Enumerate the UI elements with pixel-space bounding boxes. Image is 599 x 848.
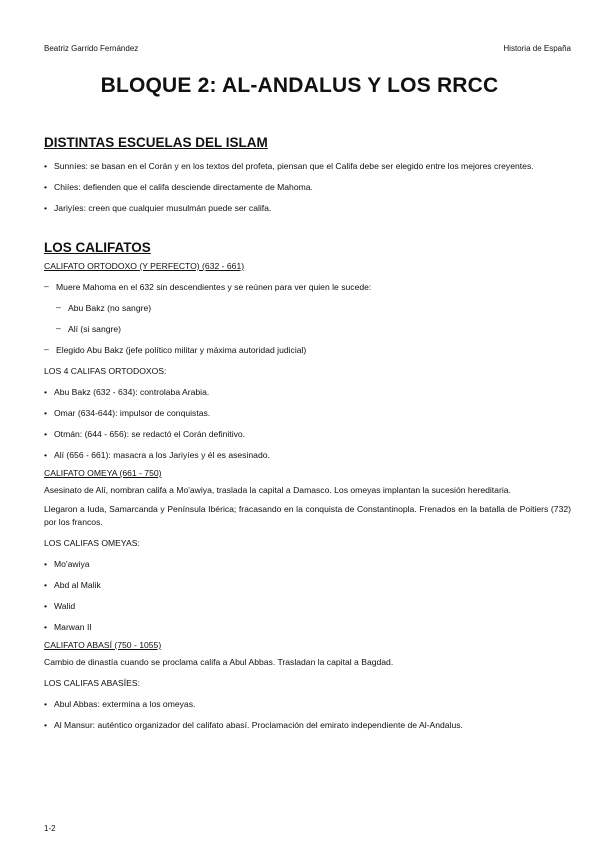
list-item: • Al Mansur: auténtico organizador del califato abasí. Proclamación del emirato independiente de Al-Andalus. [44, 719, 571, 732]
dash-item: ‒ Elegido Abu Bakz (jefe político militar y máxima autoridad judicial) [44, 344, 571, 357]
list-item: • Jariyíes: creen que cualquier musulmán puede ser califa. [44, 202, 571, 215]
paragraph: Cambio de dinastía cuando se proclama califa a Abul Abbas. Trasladan la capital a Bagdad. [44, 657, 394, 667]
dash-subitem: ‒ Alí (si sangre) [44, 323, 571, 336]
list-item: • Alí (656 - 661): masacra a los Jariyíes y él es asesinado. [44, 449, 571, 462]
header-author: Beatriz Garrido Fernández [44, 44, 139, 53]
header-subject: Historia de España [503, 44, 571, 53]
dash-item: ‒ Muere Mahoma en el 632 sin descendientes y se reúnen para ver quien le sucede: [44, 281, 571, 294]
list-item: • Marwan II [44, 621, 571, 634]
subheading-omeya: CALIFATO OMEYA (661 - 750) [44, 468, 162, 478]
heading-califatos: LOS CALIFATOS [44, 240, 151, 255]
list-item: • Omar (634-644): impulsor de conquistas. [44, 407, 571, 420]
list-item: • Walid [44, 600, 571, 613]
heading-escuelas: DISTINTAS ESCUELAS DEL ISLAM [44, 135, 268, 150]
paragraph: Llegaron a Iuda, Samarcanda y Península Ibérica; fracasando en la conquista de Constantinopla. Frenados en la batalla de Poitiers (732) por los francos. [44, 504, 571, 527]
paragraph: Asesinato de Alí, nombran califa a Mo'awiya, traslada la capital a Damasco. Los omeyas implantan la sucesión hereditaria. [44, 485, 511, 495]
subheading-ortodoxo: CALIFATO ORTODOXO (Y PERFECTO) (632 - 661) [44, 261, 245, 271]
list-item: • Abd al Malik [44, 579, 571, 592]
page-title: BLOQUE 2: AL-ANDALUS Y LOS RRCC [100, 74, 499, 97]
dash-subitem: ‒ Abu Bakz (no sangre) [44, 302, 571, 315]
subheading-abasi: CALIFATO ABASÍ (750 - 1055) [44, 640, 162, 650]
document-body [44, 136, 571, 732]
list-title: LOS CALIFAS ABASÍES: [44, 678, 141, 688]
list-title: LOS CALIFAS OMEYAS: [44, 538, 140, 548]
list-item: • Mo'awiya [44, 558, 571, 571]
page-number: 1-2 [44, 824, 56, 833]
list-item: • Otmán: (644 - 656): se redactó el Corán definitivo. [44, 428, 571, 441]
list-title: LOS 4 CALIFAS ORTODOXOS: [44, 366, 167, 376]
list-item: • Sunníes: se basan en el Corán y en los textos del profeta, piensan que el Califa debe ser elegido entre los mejores creyentes. [44, 160, 571, 173]
list-item: • Chiíes: defienden que el califa desciende directamente de Mahoma. [44, 181, 571, 194]
list-item: • Abul Abbas: extermina a los omeyas. [44, 698, 571, 711]
list-item: • Abu Bakz (632 - 634): controlaba Arabia. [44, 386, 571, 399]
